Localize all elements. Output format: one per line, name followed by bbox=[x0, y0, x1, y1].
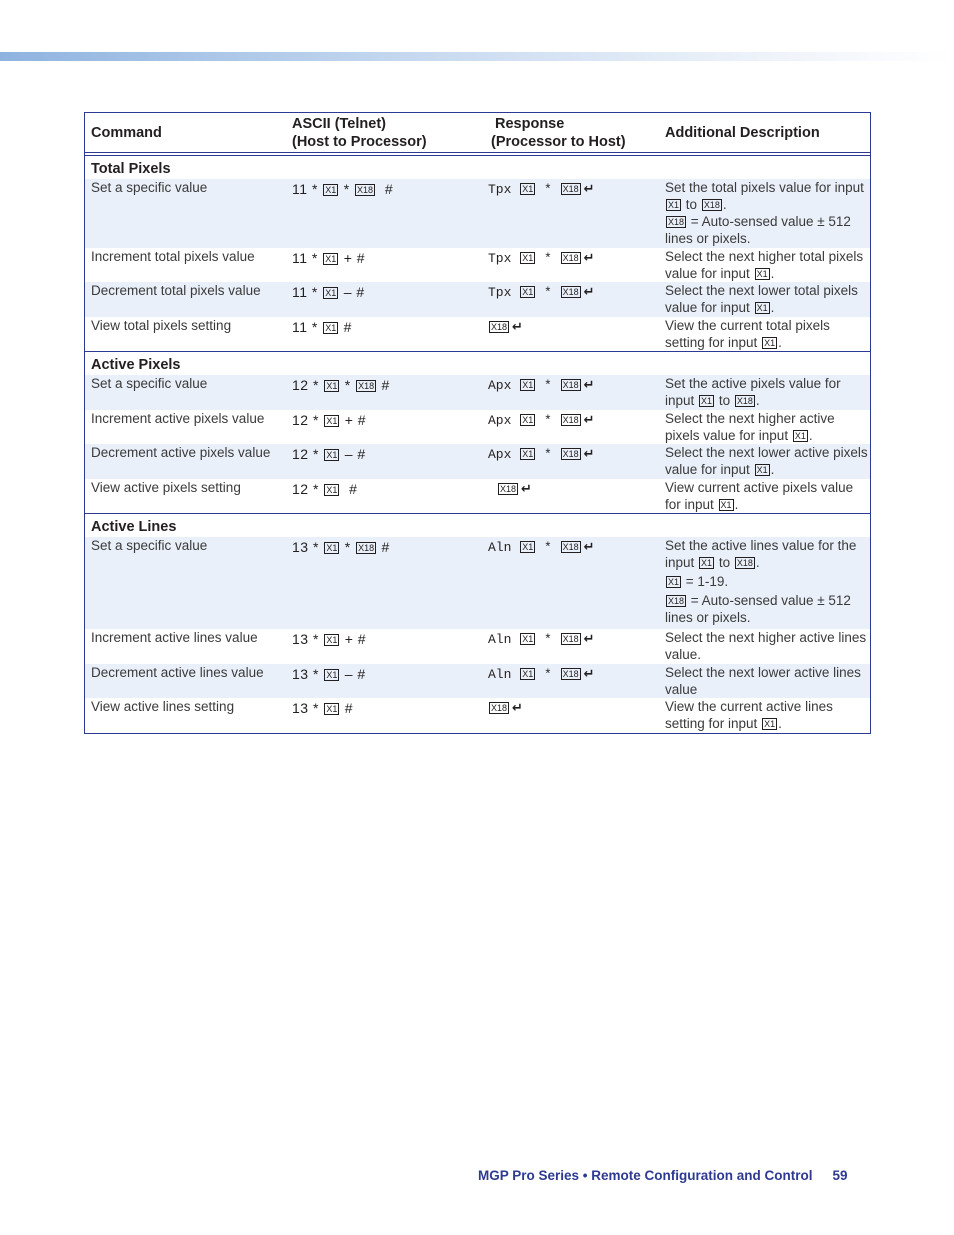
description-cell: Set the total pixels value for input X1 to X18 . X18 = Auto-sensed value ± 512 lines or pixels. bbox=[665, 180, 864, 246]
table-row bbox=[85, 248, 870, 282]
return-icon: ↵ bbox=[583, 378, 595, 393]
description-cell: Set the active lines value for the input X1 to X18 . X1 = 1-19. X18 = Auto-sensed value ± 512 lines or pixels. bbox=[665, 538, 857, 625]
footer-title: MGP Pro Series • Remote Configuration and Control bbox=[478, 1168, 813, 1183]
description-cell: Select the next higher total pixels value for input X1 . bbox=[665, 249, 864, 281]
ascii-cell: 13 * X1 – # bbox=[292, 666, 366, 682]
table-row bbox=[85, 179, 870, 248]
response-cell: X18 ↵ bbox=[491, 320, 523, 335]
response-cell: Aln X1 * X18 ↵ bbox=[488, 540, 595, 555]
return-icon: ↵ bbox=[583, 182, 595, 197]
header-gradient-bar bbox=[0, 52, 954, 61]
ascii-cell: 13 * X1 + # bbox=[292, 631, 367, 647]
description-cell: Select the next lower active lines value bbox=[665, 665, 861, 697]
ascii-cell: 11 * X1 * X18 # bbox=[292, 181, 394, 197]
command-cell: Set a specific value bbox=[91, 376, 208, 391]
command-cell: Decrement active pixels value bbox=[91, 445, 271, 460]
table-header bbox=[85, 113, 870, 153]
return-icon: ↵ bbox=[583, 251, 595, 266]
description-cell: View the current total pixels setting for input X1 . bbox=[665, 318, 830, 350]
ascii-cell: 11 * X1 + # bbox=[292, 250, 366, 266]
response-cell: Aln X1 * X18 ↵ bbox=[488, 667, 595, 682]
table-row bbox=[85, 537, 870, 629]
return-icon: ↵ bbox=[583, 667, 595, 682]
command-cell: View total pixels setting bbox=[91, 318, 232, 333]
description-cell: View current active pixels value for input X1 . bbox=[665, 480, 854, 512]
command-cell: View active pixels setting bbox=[91, 480, 241, 495]
description-cell: Select the next lower active pixels value for input X1 . bbox=[665, 445, 868, 477]
header-command: Command bbox=[91, 124, 162, 141]
table-row bbox=[85, 317, 870, 351]
response-cell: Tpx X1 * X18 ↵ bbox=[488, 182, 595, 197]
return-icon: ↵ bbox=[583, 540, 595, 555]
section-title: Active Lines bbox=[91, 519, 177, 535]
return-icon: ↵ bbox=[583, 447, 595, 462]
description-cell: Select the next higher active pixels value for input X1 . bbox=[665, 411, 835, 443]
command-cell: Set a specific value bbox=[91, 538, 208, 553]
response-cell: Apx X1 * X18 ↵ bbox=[488, 378, 595, 393]
table-row bbox=[85, 479, 870, 513]
ascii-cell: 12 * X1 – # bbox=[292, 446, 366, 462]
response-cell: X18 ↵ bbox=[500, 482, 532, 497]
response-cell: Aln X1 * X18 ↵ bbox=[488, 632, 595, 647]
description-cell: Select the next lower total pixels value for input X1 . bbox=[665, 283, 858, 315]
return-icon: ↵ bbox=[583, 413, 595, 428]
table-row bbox=[85, 410, 870, 444]
ascii-cell: 12 * X1 * X18 # bbox=[292, 377, 390, 393]
command-cell: Increment active lines value bbox=[91, 630, 258, 645]
description-cell: Select the next higher active lines value. bbox=[665, 630, 867, 662]
header-description: Additional Description bbox=[665, 124, 820, 141]
ascii-cell: 13 * X1 # bbox=[292, 700, 354, 716]
section-active-pixels bbox=[85, 352, 870, 514]
ascii-cell: 13 * X1 * X18 # bbox=[292, 539, 390, 555]
ascii-cell: 11 * X1 – # bbox=[292, 284, 365, 300]
table-row bbox=[85, 282, 870, 317]
header-ascii: ASCII (Telnet) (Host to Processor) bbox=[292, 115, 427, 150]
ascii-cell: 11 * X1 # bbox=[292, 319, 352, 335]
return-icon: ↵ bbox=[521, 482, 532, 497]
header-response: Response (Processor to Host) bbox=[491, 115, 626, 150]
description-cell: View the current active lines setting for input X1 . bbox=[665, 699, 833, 731]
table-row bbox=[85, 664, 870, 698]
command-table bbox=[84, 112, 871, 734]
table-row bbox=[85, 444, 870, 479]
table-row bbox=[85, 629, 870, 664]
return-icon: ↵ bbox=[512, 320, 523, 335]
page-number: 59 bbox=[832, 1168, 848, 1183]
response-cell: Tpx X1 * X18 ↵ bbox=[488, 285, 595, 300]
response-cell: Tpx X1 * X18 ↵ bbox=[488, 251, 595, 266]
command-cell: Increment total pixels value bbox=[91, 249, 255, 264]
command-cell: Decrement active lines value bbox=[91, 665, 264, 680]
response-cell: Apx X1 * X18 ↵ bbox=[488, 447, 595, 462]
table-row bbox=[85, 698, 870, 733]
section-title: Active Pixels bbox=[91, 357, 181, 373]
command-cell: Increment active pixels value bbox=[91, 411, 265, 426]
command-cell: View active lines setting bbox=[91, 699, 235, 714]
section-total-pixels bbox=[85, 156, 870, 352]
return-icon: ↵ bbox=[512, 701, 523, 716]
ascii-cell: 12 * X1 # bbox=[292, 481, 358, 497]
section-active-lines bbox=[85, 514, 870, 733]
command-cell: Decrement total pixels value bbox=[91, 283, 261, 298]
section-title: Total Pixels bbox=[91, 161, 171, 177]
response-cell: X18 ↵ bbox=[491, 701, 523, 716]
response-cell: Apx X1 * X18 ↵ bbox=[488, 413, 595, 428]
return-icon: ↵ bbox=[583, 285, 595, 300]
page-footer bbox=[478, 1168, 848, 1183]
return-icon: ↵ bbox=[583, 632, 595, 647]
ascii-cell: 12 * X1 + # bbox=[292, 412, 367, 428]
description-cell: Set the active pixels value for input X1 to X18 . bbox=[665, 376, 841, 408]
table-row bbox=[85, 375, 870, 410]
command-cell: Set a specific value bbox=[91, 180, 208, 195]
